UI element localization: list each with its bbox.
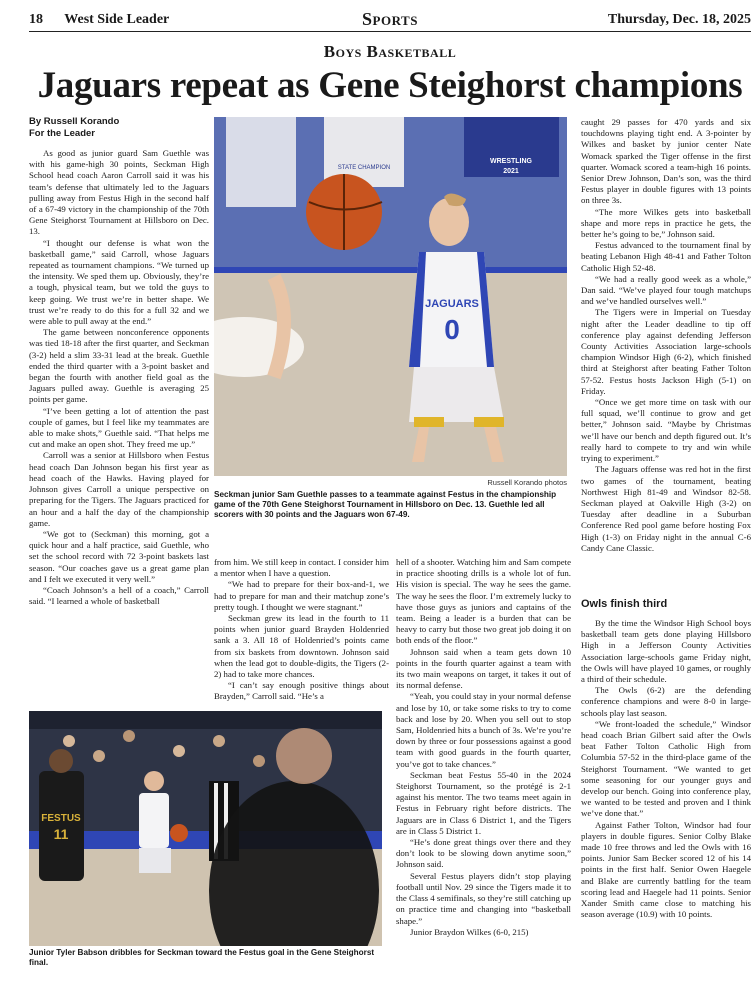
photo-babson bbox=[29, 711, 382, 946]
article-headline: Jaguars repeat as Gene Steighorst champions bbox=[37, 65, 743, 106]
paragraph: caught 29 passes for 470 yards and six touchdowns playing tight end. A 3-pointer by Wilkes and basket by junior center Nate Womack sparked the Tiger offense in the first quarter. Womack scored a team-high 16 points. Senior Drew Johnson, Dan’s son, was the third Festus player in double figures with 13 points on three 3s. bbox=[581, 117, 751, 206]
paragraph: Johnson said when a team gets down 10 points in the fourth quarter against a team with its two main weapons on target, it takes it out of its normal defense. bbox=[396, 646, 571, 691]
banner-text: STATE CHAMPION bbox=[337, 165, 391, 171]
paragraph: “Once we get more time on task with our full squad, we’ll continue to grow and get better,” Johnson said. “Maybe by Christmas we’ll have our bench and depth figured out. It’s really hard to compete to try and win while trying to experiment.” bbox=[581, 397, 751, 464]
paragraph: Festus advanced to the tournament final by beating Lebanon High 48-41 and Father Tolton Catholic High 52-48. bbox=[581, 240, 751, 273]
jersey-text: JAGUARS bbox=[425, 298, 479, 310]
photo-caption-guethle: Seckman junior Sam Guethle passes to a teammate against Festus in the championship game of the 70th Gene Steighorst Tournament in Hillsboro on Dec. 13. Guethle led all scorers with 30 points and the Jaguars won 67-49. bbox=[214, 490, 557, 520]
paragraph: As good as junior guard Sam Guethle was with his game-high 30 points, Seckman High School head coach Aaron Carroll said it was his team’s defense that ultimately led to the Jaguars pulling away from Festus High in the second half of a 67-49 victory in the championship of the 70th Gene Steighorst Tournament at Hillsboro on Dec. 13. bbox=[29, 148, 209, 237]
paragraph: “I can’t say enough positive things about Brayden,” Carroll said. “He’s a bbox=[214, 680, 389, 702]
paragraph: “We had to prepare for their box-and-1, we had to prepare for man and their matchup zone’s pretty tough. I thought we were stagnant.” bbox=[214, 579, 389, 612]
photo-guethle-illustration bbox=[214, 117, 567, 476]
paragraph: “The more Wilkes gets into basketball shape and more reps in practice he gets, the better he’s going to be,” Johnson said. bbox=[581, 206, 751, 240]
paragraph: “Yeah, you could stay in your normal defense and lose by 10, or take some risks to try to come back and lose by 20. When you sell out to stop Sam, Holdenried hits a bunch of 3s. We’re you’re down by three or four possessions against a good team with good guards in the fourth quarter, you’ve got to take chances.” bbox=[396, 691, 571, 769]
issue-date: Thursday, Dec. 18, 2025 bbox=[607, 12, 751, 27]
paragraph: The game between nonconference opponents was tied 18-18 after the first quarter, and Seckman (3-2) held a slim 33-31 lead at the break. Guethle ended the third quarter with a 3-point basket and began the fourth with another field goal as the Jaguars pulled away. Guethle is averaging 25 points per game. bbox=[29, 327, 209, 405]
photo-caption-babson: Junior Tyler Babson dribbles for Seckman toward the Festus goal in the Gene Steighorst final. bbox=[29, 948, 375, 968]
paragraph: Junior Braydon Wilkes (6-0, 215) bbox=[410, 926, 529, 937]
paragraph: The Jaguars offense was red hot in the first two games of the tournament, beating Northwest High 81-49 and Windsor 82-58. Seckman played at Oakville High (3-2) on Tuesday after deadline in a Suburban Conference Red pool game before hosting Fox High (1-3) on Friday night in the annual C-6 Candy Cane Classic. bbox=[581, 464, 751, 553]
photo-babson-illustration bbox=[29, 711, 382, 946]
paragraph: Seckman grew its lead in the fourth to 11 points when junior guard Brayden Holdenried sank a 3. All 18 of Holdenried’s points came from six baskets from downtown. Johnson said when the lead got to double-digits, the Tigers (2-2) had to take more chances. bbox=[214, 613, 389, 680]
paragraph: “He’s done great things over there and they don’t look to be slowing down anytime soon,” Johnson said. bbox=[396, 837, 571, 870]
byline-org: For the Leader bbox=[29, 128, 95, 139]
paragraph: hell of a shooter. Watching him and Sam compete in practice shooting drills is a whole lot of fun. His vision is special. The way he sees the game. The way he sees the floor. I’m extremely lucky to have those guys as juniors and captains of the team. Being a leader is a burden that can be heavy to carry but those two great job doing it on both ends of the floor.” bbox=[396, 557, 571, 646]
banner-wrestling: WRESTLING bbox=[490, 158, 532, 165]
paragraph: “I’ve been getting a lot of attention the past couple of games, but I feel like my teammates are able to make shots,” Guethle said. “That helps me cut and make an open shot. They freed me up.” bbox=[29, 405, 209, 450]
paragraph: Against Father Tolton, Windsor had four players in double figures. Senior Colby Blake made 10 free throws and led the Owls with 16 points. Junior Sam Becker scored 12 of his 14 points in the first half. Senior Owen Haegele and Blake are currently battling for the team scoring lead and Haegele had 11 points. Senior Xander Smith came close to matching his season average (10.9) with 10 points. bbox=[581, 819, 751, 920]
subhead-owls: Owls finish third bbox=[581, 598, 668, 610]
section-name: Sports bbox=[362, 9, 418, 29]
paragraph: Seckman beat Festus 55-40 in the 2024 Steighorst Tournament, so the protégé is 2-1 against his mentor. The two teams meet again in Festus in February right before districts. The Jaguars are in Class 6 District 1, and the Tigers are in Class 5 District 1. bbox=[396, 769, 571, 836]
paragraph: The Owls (6-2) are the defending conference champions and were 8-0 in large-schools play last season. bbox=[581, 685, 751, 718]
paper-name: West Side Leader bbox=[64, 12, 170, 27]
banner-year: 2021 bbox=[503, 168, 519, 175]
page-header bbox=[29, 8, 751, 32]
jersey-number: 0 bbox=[444, 314, 460, 345]
paragraph: By the time the Windsor High School boys basketball team gets done playing Hillsboro High in a Jefferson County Activities Association large-schools game Friday night, the Owls will have played 10 games, or roughly a third of their schedule. bbox=[581, 618, 751, 685]
photo-credit: Russell Korando photos bbox=[487, 478, 567, 487]
article-column-3 bbox=[396, 557, 571, 967]
byline-name: By Russell Korando bbox=[29, 116, 120, 127]
paragraph: “I thought our defense is what won the basketball game,” said Carroll, whose Jaguars repeated as tournament champions. “We turned up the intensity. We sped them up. Obviously, they’re a tough, physical team, but we told the guys to keep going. We trust we’re in better shape. We trust we’re ready to do this for a full 32 and we were able to pull away at the end.” bbox=[29, 237, 209, 327]
paragraph: “We front-loaded the schedule,” Windsor head coach Brian Gilbert said after the Owls beat Father Tolton Catholic High from Columbia 57-52 in the third-place game of the Steighorst Tournament. “We wanted to get some seasoning for our younger guys and develop our bench. Going into conference play, we wanted to be tested and proven and I think we’ve done that.” bbox=[581, 718, 751, 819]
photo-guethle bbox=[214, 117, 567, 476]
article-column-2 bbox=[214, 557, 389, 707]
paragraph: Carroll was a senior at Hillsboro when Festus head coach Dan Johnson began his first year as head coach of the Hawks. Having played for Johnson gives Carroll a unique perspective on preparing for the Tigers. The Jaguars practiced for an hour and a half the day of the championship game. bbox=[29, 450, 209, 528]
paragraph: “We had a really good week as a whole,” Dan said. “We’ve played four tough matchups and we’ve handled ourselves well.” bbox=[581, 273, 751, 307]
paragraph: from him. We still keep in contact. I consider him a mentor when I have a question. bbox=[214, 557, 389, 579]
article-kicker: Boys Basketball bbox=[323, 42, 457, 61]
page-number: 18 bbox=[29, 12, 43, 27]
byline bbox=[29, 116, 209, 140]
paragraph: “We got to (Seckman) this morning, got a quick hour and a half practice, said Guethle, who set the school record with 72 3-point baskets last season. “Our coaches gave us a great game plan and I felt we executed it very well.” bbox=[29, 528, 209, 584]
article-column-4-lower bbox=[581, 618, 751, 970]
jersey-text-festus: FESTUS bbox=[41, 813, 81, 824]
paragraph: “Coach Johnson’s a hell of a coach,” Carroll said. “I learned a whole of basketball bbox=[29, 584, 209, 607]
jersey-number-festus: 11 bbox=[53, 826, 69, 842]
paragraph: The Tigers were in Imperial on Tuesday night after the Leader deadline to tip off conference play against defending Jefferson County Activities Association large-schools champion Windsor High (6-2), which finished third at Steighorst after beating Father Tolton 57-52. Festus hosts Jackson High (5-1) on Friday. bbox=[581, 307, 751, 396]
article-column-4 bbox=[581, 117, 751, 590]
paragraph: Several Festus players didn’t stop playing football until Nov. 29 since the Tigers made it to the Class 4 semifinals, so they’re still catching up on practice time and changing into “basketball shape.” bbox=[396, 870, 571, 926]
